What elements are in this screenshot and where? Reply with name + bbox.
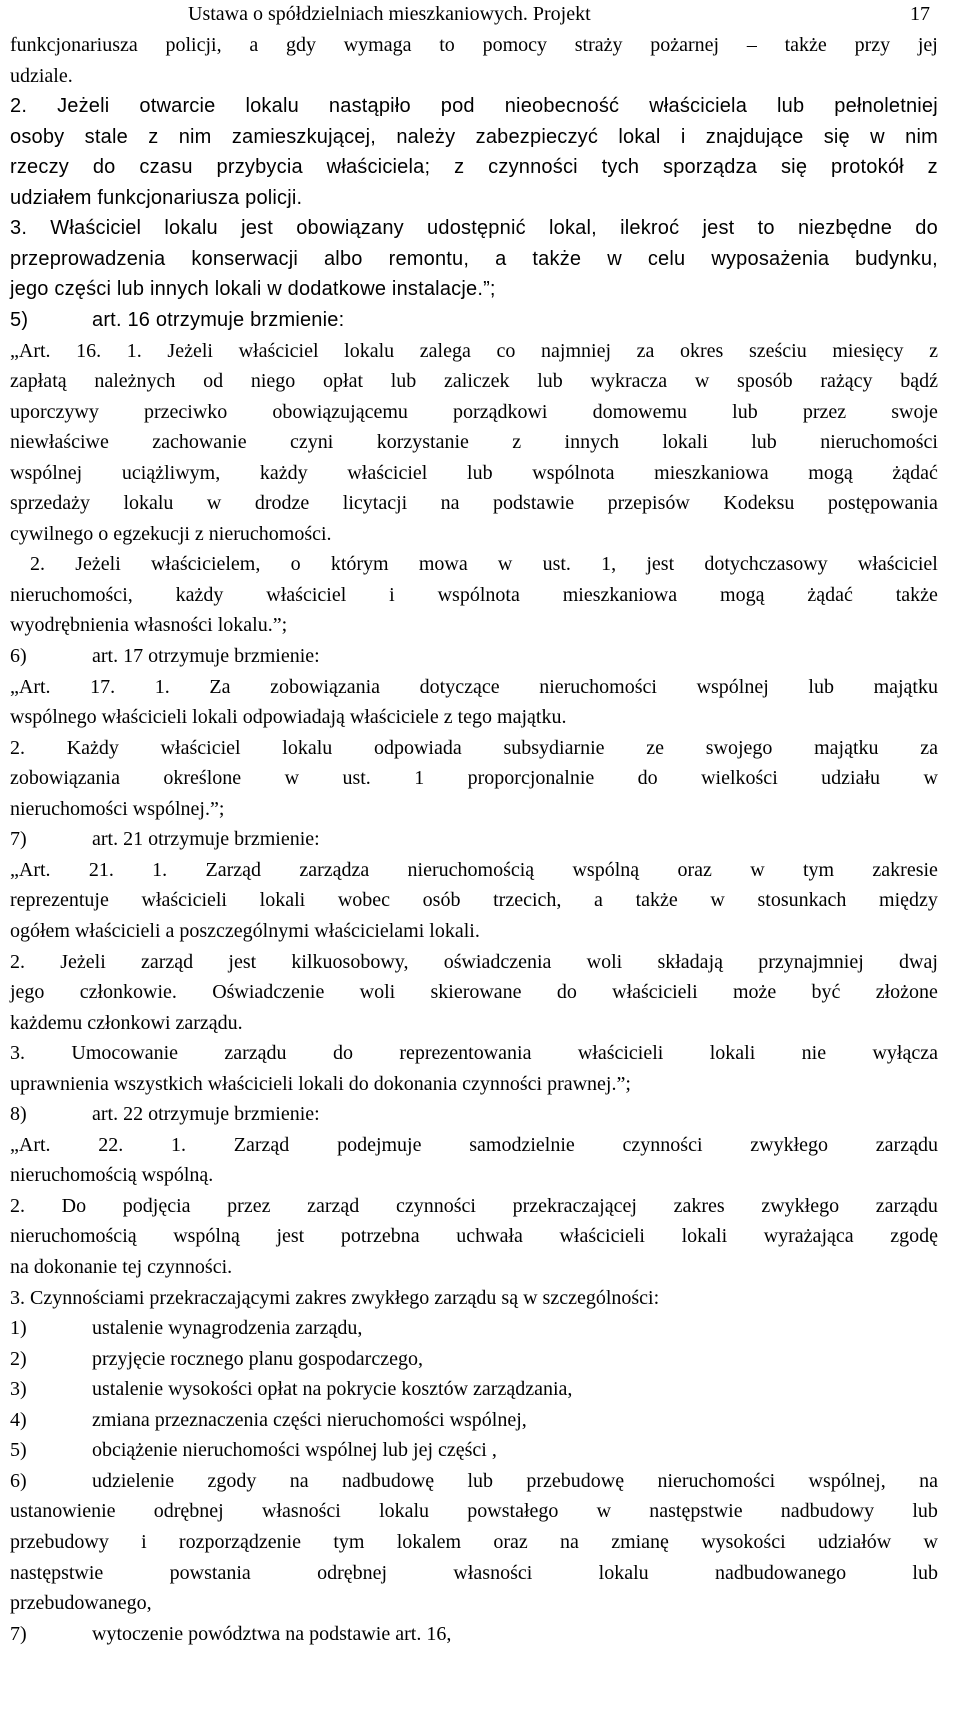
- text-line: 2) przyjęcie rocznego planu gospodarczego,: [10, 1348, 423, 1370]
- text-line: cywilnego o egzekucji z nieruchomości.: [10, 523, 332, 545]
- text-line: funkcjonariusza policji, a gdy wymaga to pomocy straży pożarnej – także przy jej: [10, 34, 938, 56]
- text-line: przebudowanego,: [10, 1592, 152, 1614]
- list-number: 7): [10, 1623, 27, 1645]
- text-line: niewłaściwe zachowanie czyni korzystanie z innych lokali lub nieruchomości: [10, 431, 938, 453]
- text-line: ogółem właścicieli a poszczególnymi właścicielami lokali.: [10, 920, 480, 942]
- list-number: 3): [10, 1378, 27, 1400]
- text-line: zapłatą należnych od niego opłat lub zaliczek lub wykracza w sposób rażący bądź: [10, 370, 938, 392]
- text-line: 7) wytoczenie powództwa na podstawie art. 16,: [10, 1623, 452, 1645]
- text-line: nieruchomością wspólną jest potrzebna uchwała właścicieli lokali wyrażająca zgodę: [10, 1225, 938, 1247]
- text-line: uporczywy przeciwko obowiązującemu porządkowi domowemu lub przez swoje: [10, 401, 938, 423]
- list-number: 5): [10, 1439, 27, 1461]
- running-header-title: Ustawa o spółdzielniach mieszkaniowych. Projekt: [188, 3, 591, 25]
- text-line: nieruchomości wspólnej.”;: [10, 798, 225, 820]
- text-line: osoby stale z nim zamieszkującej, należy zabezpieczyć lokal i znajdujące się w nim: [10, 126, 938, 148]
- list-number: 6): [10, 1470, 27, 1492]
- text-line: 2. Jeżeli otwarcie lokalu nastąpiło pod nieobecność właściciela lub pełnoletniej: [10, 95, 938, 117]
- text-line: „Art. 21. 1. Zarząd zarządza nieruchomością wspólną oraz w tym zakresie: [10, 859, 938, 881]
- text-line: każdemu członkowi zarządu.: [10, 1012, 243, 1034]
- text-line: rzeczy do czasu przybycia właściciela; z czynności tych sporządza się protokół z: [10, 156, 938, 178]
- text-line: „Art. 17. 1. Za zobowiązania dotyczące nieruchomości wspólnej lub majątku: [10, 676, 938, 698]
- list-number: 8): [10, 1103, 27, 1125]
- text-line: 5) art. 16 otrzymuje brzmienie:: [10, 309, 345, 331]
- text-line: 1) ustalenie wynagrodzenia zarządu,: [10, 1317, 363, 1339]
- text-line: 2. Jeżeli zarząd jest kilkuosobowy, oświadczenia woli składają przynajmniej dwaj: [10, 951, 938, 973]
- text-line: reprezentuje właścicieli lokali wobec osób trzecich, a także w stosunkach między: [10, 889, 938, 911]
- text-line: wspólnej uciążliwym, każdy właściciel lub wspólnota mieszkaniowa mogą żądać: [10, 462, 938, 484]
- text-line: 3. Właściciel lokalu jest obowiązany udostępnić lokal, ilekroć jest to niezbędne do: [10, 217, 938, 239]
- text-line: 2. Do podjęcia przez zarząd czynności przekraczającej zakres zwykłego zarządu: [10, 1195, 938, 1217]
- text-line: następstwie powstania odrębnej własności lokalu nadbudowanego lub: [10, 1562, 938, 1584]
- text-line: 5) obciążenie nieruchomości wspólnej lub jej części ,: [10, 1439, 497, 1461]
- text-line: na dokonanie tej czynności.: [10, 1256, 233, 1278]
- text-line: zobowiązania określone w ust. 1 proporcjonalnie do wielkości udziału w: [10, 767, 938, 789]
- text-line: 6) art. 17 otrzymuje brzmienie:: [10, 645, 320, 667]
- text-line: uprawnienia wszystkich właścicieli lokali do dokonania czynności prawnej.”;: [10, 1073, 631, 1095]
- text-line: 3) ustalenie wysokości opłat na pokrycie kosztów zarządzania,: [10, 1378, 573, 1400]
- text-line: 8) art. 22 otrzymuje brzmienie:: [10, 1103, 320, 1125]
- text-line: 2. Każdy właściciel lokalu odpowiada subsydiarnie ze swojego majątku za: [10, 737, 938, 759]
- text-line: wyodrębnienia własności lokalu.”;: [10, 614, 288, 636]
- list-number: 2): [10, 1348, 27, 1370]
- text-line: „Art. 22. 1. Zarząd podejmuje samodzielnie czynności zwykłego zarządu: [10, 1134, 938, 1156]
- text-line: 3. Czynnościami przekraczającymi zakres zwykłego zarządu są w szczególności:: [10, 1287, 660, 1309]
- list-number: 1): [10, 1317, 27, 1339]
- page-number: 17: [910, 3, 930, 25]
- text-line: ustanowienie odrębnej własności lokalu powstałego w następstwie nadbudowy lub: [10, 1500, 938, 1522]
- text-line: 3. Umocowanie zarządu do reprezentowania właścicieli lokali nie wyłącza: [10, 1042, 938, 1064]
- text-line: jego członkowie. Oświadczenie woli skierowane do właścicieli może być złożone: [10, 981, 938, 1003]
- text-line: 4) zmiana przeznaczenia części nieruchomości wspólnej,: [10, 1409, 527, 1431]
- text-line: „Art. 16. 1. Jeżeli właściciel lokalu zalega co najmniej za okres sześciu miesięcy z: [10, 340, 938, 362]
- text-line: przebudowy i rozporządzenie tym lokalem oraz na zmianę wysokości udziałów w: [10, 1531, 938, 1553]
- list-number: 6): [10, 645, 27, 667]
- text-line: 6) udzielenie zgody na nadbudowę lub przebudowę nieruchomości wspólnej, na: [10, 1470, 938, 1492]
- list-number: 7): [10, 828, 27, 850]
- text-line: nieruchomością wspólną.: [10, 1164, 214, 1186]
- text-line: przeprowadzenia konserwacji albo remontu, a także w celu wyposażenia budynku,: [10, 248, 938, 270]
- list-number: 4): [10, 1409, 27, 1431]
- text-line: jego części lub innych lokali w dodatkowe instalacje.”;: [10, 278, 496, 300]
- text-line: 2. Jeżeli właścicielem, o którym mowa w ust. 1, jest dotychczasowy właściciel: [30, 553, 938, 575]
- text-line: wspólnego właścicieli lokali odpowiadają właściciele z tego majątku.: [10, 706, 567, 728]
- text-line: sprzedaży lokalu w drodze licytacji na podstawie przepisów Kodeksu postępowania: [10, 492, 938, 514]
- text-line: udziałem funkcjonariusza policji.: [10, 187, 303, 209]
- text-line: udziale.: [10, 65, 73, 87]
- text-line: 7) art. 21 otrzymuje brzmienie:: [10, 828, 320, 850]
- text-line: nieruchomości, każdy właściciel i wspólnota mieszkaniowa mogą żądać także: [10, 584, 938, 606]
- list-number: 5): [10, 309, 29, 331]
